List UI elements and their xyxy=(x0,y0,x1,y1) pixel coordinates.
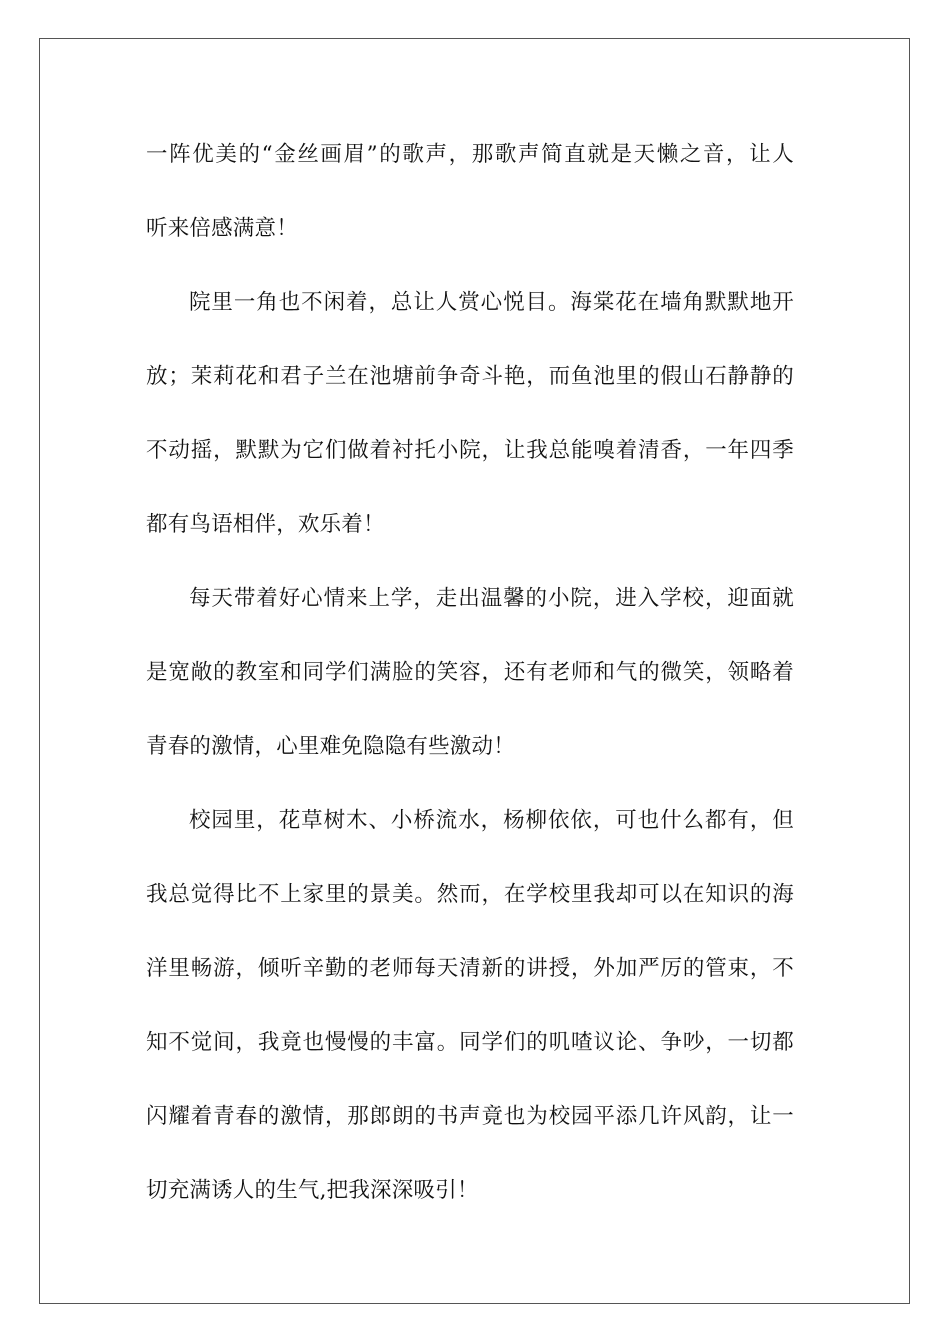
text-line: 是宽敞的教室和同学们满脸的笑容，还有老师和气的微笑，领略着 xyxy=(146,660,794,685)
text-line: 知不觉间，我竟也慢慢的丰富。同学们的叽喳议论、争吵，一切都 xyxy=(146,1030,794,1055)
text-line: 一阵优美的“金丝画眉”的歌声，那歌声简直就是天懒之音，让人 xyxy=(146,142,794,167)
document-body xyxy=(146,118,794,1228)
text-line: 闪耀着青春的激情，那郎朗的书声竟也为校园平添几许风韵，让一 xyxy=(146,1104,794,1129)
text-line: 院里一角也不闲着，总让人赏心悦目。海棠花在墙角默默地开 xyxy=(189,290,794,315)
text-line: 切充满诱人的生气,把我深深吸引！ xyxy=(146,1178,479,1203)
text-line: 都有鸟语相伴，欢乐着！ xyxy=(146,512,385,537)
text-line: 洋里畅游，倾听辛勤的老师每天清新的讲授，外加严厉的管束，不 xyxy=(146,956,794,981)
text-line: 放；茉莉花和君子兰在池塘前争奇斗艳，而鱼池里的假山石静静的 xyxy=(146,364,794,389)
text-line: 我总觉得比不上家里的景美。然而，在学校里我却可以在知识的海 xyxy=(146,882,794,907)
text-line: 青春的激情，心里难免隐隐有些激动！ xyxy=(146,734,515,759)
text-line: 听来倍感满意！ xyxy=(146,216,298,241)
text-line: 校园里，花草树木、小桥流水，杨柳依依，可也什么都有，但 xyxy=(189,808,794,833)
text-line: 每天带着好心情来上学，走出温馨的小院，进入学校，迎面就 xyxy=(189,586,794,611)
text-line: 不动摇，默默为它们做着衬托小院，让我总能嗅着清香，一年四季 xyxy=(146,438,794,463)
